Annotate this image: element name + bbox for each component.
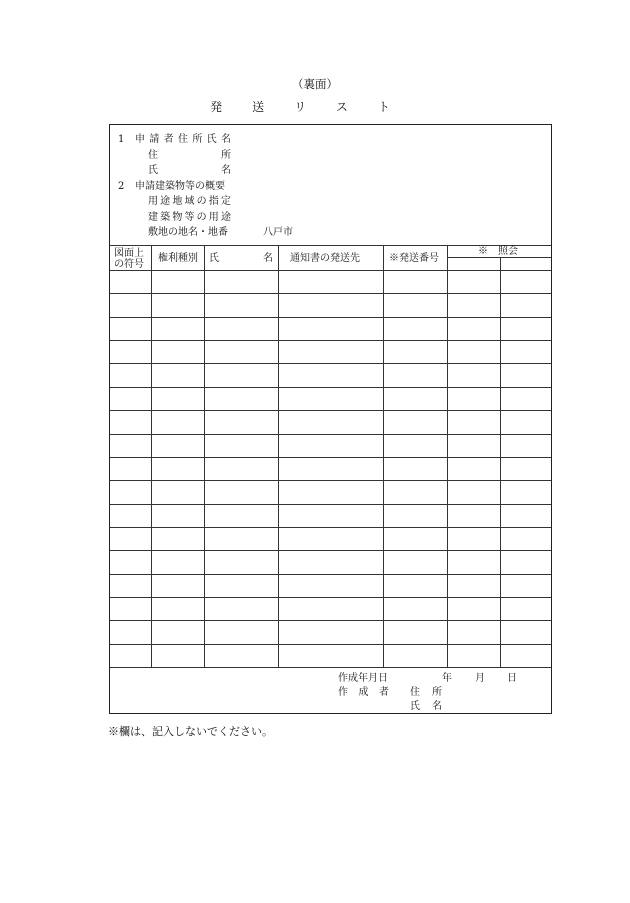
column-divider bbox=[383, 245, 384, 667]
table-row-line bbox=[110, 293, 551, 294]
header-symbol-line1: 図面上 bbox=[114, 248, 144, 259]
header-name: 氏 名 bbox=[209, 253, 273, 264]
day-label: 日 bbox=[507, 673, 517, 684]
table-bottom-border bbox=[110, 667, 551, 668]
header-destination: 通知書の発送先 bbox=[290, 253, 360, 264]
column-divider bbox=[151, 245, 152, 667]
month-label: 月 bbox=[475, 673, 485, 684]
section-1-number: 1 bbox=[118, 134, 125, 145]
column-divider bbox=[204, 245, 205, 667]
header-symbol-line2: の符号 bbox=[114, 259, 144, 270]
table-row-line bbox=[110, 644, 551, 645]
creator-name-label: 氏 名 bbox=[410, 701, 442, 712]
table-row-line bbox=[110, 620, 551, 621]
created-date-label: 作成年月日 bbox=[338, 673, 388, 684]
column-divider bbox=[278, 245, 279, 667]
page-subtitle: （裏面） bbox=[292, 77, 338, 91]
table-row-line bbox=[110, 340, 551, 341]
table-row-line bbox=[110, 457, 551, 458]
use-label: 建 築 物 等 の 用 途 bbox=[148, 212, 231, 223]
header-inquiry: ※ 照会 bbox=[478, 246, 518, 257]
section-2-number: 2 bbox=[118, 181, 125, 192]
header-send-number: ※発送番号 bbox=[389, 253, 439, 264]
table-header-border bbox=[110, 270, 551, 271]
year-label: 年 bbox=[442, 673, 452, 684]
site-label: 敷地の地名・地番 bbox=[148, 227, 228, 238]
table-row-line bbox=[110, 574, 551, 575]
inquiry-subheader-line bbox=[447, 257, 551, 258]
column-divider bbox=[500, 257, 501, 667]
table-row-line bbox=[110, 387, 551, 388]
table-row-line bbox=[110, 434, 551, 435]
page-title: 発送リスト bbox=[210, 100, 420, 114]
section-1-label: 申 請 者 住 所 氏 名 bbox=[135, 134, 231, 145]
table-row-line bbox=[110, 550, 551, 551]
footnote: ※欄は、記入しないでください。 bbox=[108, 725, 273, 738]
site-city: 八戸市 bbox=[263, 227, 293, 238]
form-frame bbox=[109, 124, 552, 714]
column-divider bbox=[447, 245, 448, 667]
header-rights: 権利種別 bbox=[158, 253, 198, 264]
table-row-line bbox=[110, 527, 551, 528]
name-label: 氏 名 bbox=[148, 165, 231, 176]
table-row-line bbox=[110, 317, 551, 318]
table-row-line bbox=[110, 597, 551, 598]
table-row-line bbox=[110, 504, 551, 505]
table-row-line bbox=[110, 480, 551, 481]
section-2-label: 申請建築物等の概要 bbox=[135, 181, 225, 192]
creator-address-label: 住 所 bbox=[410, 687, 442, 698]
creator-label: 作 成 者 bbox=[338, 687, 389, 698]
zoning-label: 用 途 地 域 の 指 定 bbox=[148, 196, 231, 207]
address-label: 住 所 bbox=[148, 150, 231, 161]
table-row-line bbox=[110, 410, 551, 411]
table-row-line bbox=[110, 363, 551, 364]
